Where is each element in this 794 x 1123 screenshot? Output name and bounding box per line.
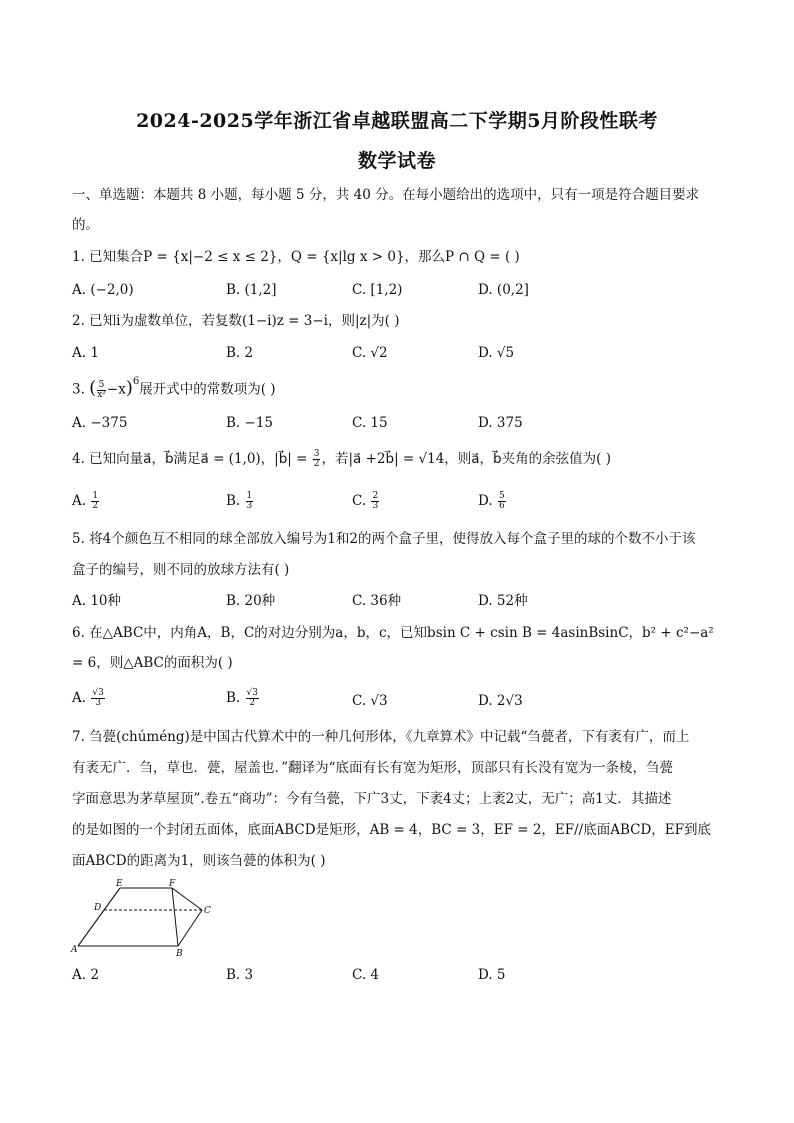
q2-option-d: D. √5 [478, 345, 515, 361]
q7-option-a: A. 2 [72, 967, 99, 983]
q6-option-d: D. 2√3 [478, 693, 523, 709]
q3-option-c: C. 15 [352, 415, 388, 431]
question-4-stem: 4. 已知向量a⃗，b⃗满足a⃗ = (1,0)，|b⃗| = $\frac{3}{2}$ ，若|a⃗ +2b⃗| = √14，则a⃗，b⃗夹角的余弦值为( ) [72, 449, 611, 469]
q1-option-b: B. (1,2] [226, 282, 277, 298]
q2-option-c: C. √2 [352, 345, 388, 361]
question-7-stem: 7. 刍甍(chúméng)是中国古代算术中的一种几何形体，《九章算术》中记载“刍甍者，下有袤有广，而上 [72, 729, 690, 745]
question-2-stem: 2. 已知i为虚数单位，若复数(1−i)z = 3−i，则|z|为( ) [72, 313, 400, 329]
exam-title: 2024-2025学年浙江省卓越联盟高二下学期5月阶段性联考 [136, 110, 658, 132]
q7-option-b: B. 3 [226, 967, 254, 983]
q5-option-a: A. 10种 [72, 593, 122, 609]
label-b: B [176, 949, 183, 959]
q3-option-b: B. −15 [226, 415, 273, 431]
q7-option-c: C. 4 [352, 967, 380, 983]
q3-fraction: $\frac{5}{\text{x²}}$ [97, 379, 106, 400]
edge-fb [172, 888, 178, 946]
q5-option-c: C. 36种 [352, 593, 402, 609]
q4-fraction: $\frac{3}{2}$ [313, 449, 320, 469]
q6-option-b: B. $\frac{√3}{2}$ [226, 688, 258, 708]
q3-option-d: D. 375 [478, 415, 523, 431]
edge-ed [104, 888, 120, 910]
q5-option-d: D. 52种 [478, 593, 528, 609]
q5-option-b: B. 20种 [226, 593, 276, 609]
edge-bc [178, 910, 202, 946]
question-5-stem: 5. 将4个颜色互不相同的球全部放入编号为1和2的两个盒子里，使得放入每个盒子里的球的个数不小于该 [72, 531, 696, 547]
label-d: D [94, 903, 102, 913]
section-instructions-cont: 的。 [72, 217, 99, 233]
question-6-stem: 6. 在△ABC中，内角A，B，C的对边分别为a，b，c，已知bsin C + csin B = 4asinBsinC，b² + c²−a² [72, 625, 714, 641]
edge-fc [172, 888, 202, 910]
question-7-stem-4: 的是如图的一个封闭五面体，底面ABCD是矩形，AB = 4，BC = 3，EF = 2，EF//底面ABCD，EF到底 [72, 822, 712, 838]
q1-option-d: D. (0,2] [478, 282, 529, 298]
q2-option-b: B. 2 [226, 345, 254, 361]
q1-option-c: C. [1,2) [352, 282, 403, 298]
q3-option-a: A. −375 [72, 415, 128, 431]
q2-option-a: A. 1 [72, 345, 99, 361]
q4-option-a: A. $\frac{1}{2}$ [72, 491, 99, 511]
question-3-stem: 3. ( $\frac{5}{\text{x²}}$ −x)$^6$展开式中的常数项为( ) [72, 376, 276, 400]
question-1-stem: 1. 已知集合P = {x|−2 ≤ x ≤ 2}，Q = {x|lg x > 0}，那么P ∩ Q = ( ) [72, 249, 520, 265]
label-a: A [71, 945, 78, 955]
section-instructions: 一、单选题：本题共 8 小题，每小题 5 分，共 40 分。在每小题给出的选项中，只有一项是符合题目要求 [72, 187, 700, 203]
q4-option-c: C. $\frac{2}{3}$ [352, 491, 379, 511]
question-7-stem-5: 面ABCD的距离为1，则该刍甍的体积为( ) [72, 853, 326, 869]
question-5-stem-cont: 盒子的编号，则不同的放球方法有( ) [72, 562, 290, 578]
label-e: E [116, 879, 123, 889]
label-f: F [169, 879, 176, 889]
q1-option-a: A. (−2,0) [72, 282, 134, 298]
q4-option-d: D. $\frac{5}{6}$ [478, 491, 505, 511]
q6-option-a: A. $\frac{√3}{3}$ [72, 688, 104, 708]
question-7-stem-2: 有袤无广．刍，草也．甍，屋盖也．”翻译为“底面有长有宽为矩形，顶部只有长没有宽为一条棱，刍甍 [72, 760, 674, 776]
q7-option-d: D. 5 [478, 967, 506, 983]
pentahedron-figure [68, 876, 218, 960]
exam-subtitle: 数学试卷 [357, 150, 436, 172]
question-6-stem-cont: = 6，则△ABC的面积为( ) [72, 655, 233, 671]
question-7-stem-3: 字面意思为茅草屋顶”.卷五“商功”：今有刍甍，下广3丈，下袤4丈；上袤2丈，无广；高1丈．其描述 [72, 791, 672, 807]
q6-option-c: C. √3 [352, 693, 388, 709]
label-c: C [204, 906, 211, 916]
q4-option-b: B. $\frac{1}{3}$ [226, 491, 253, 511]
